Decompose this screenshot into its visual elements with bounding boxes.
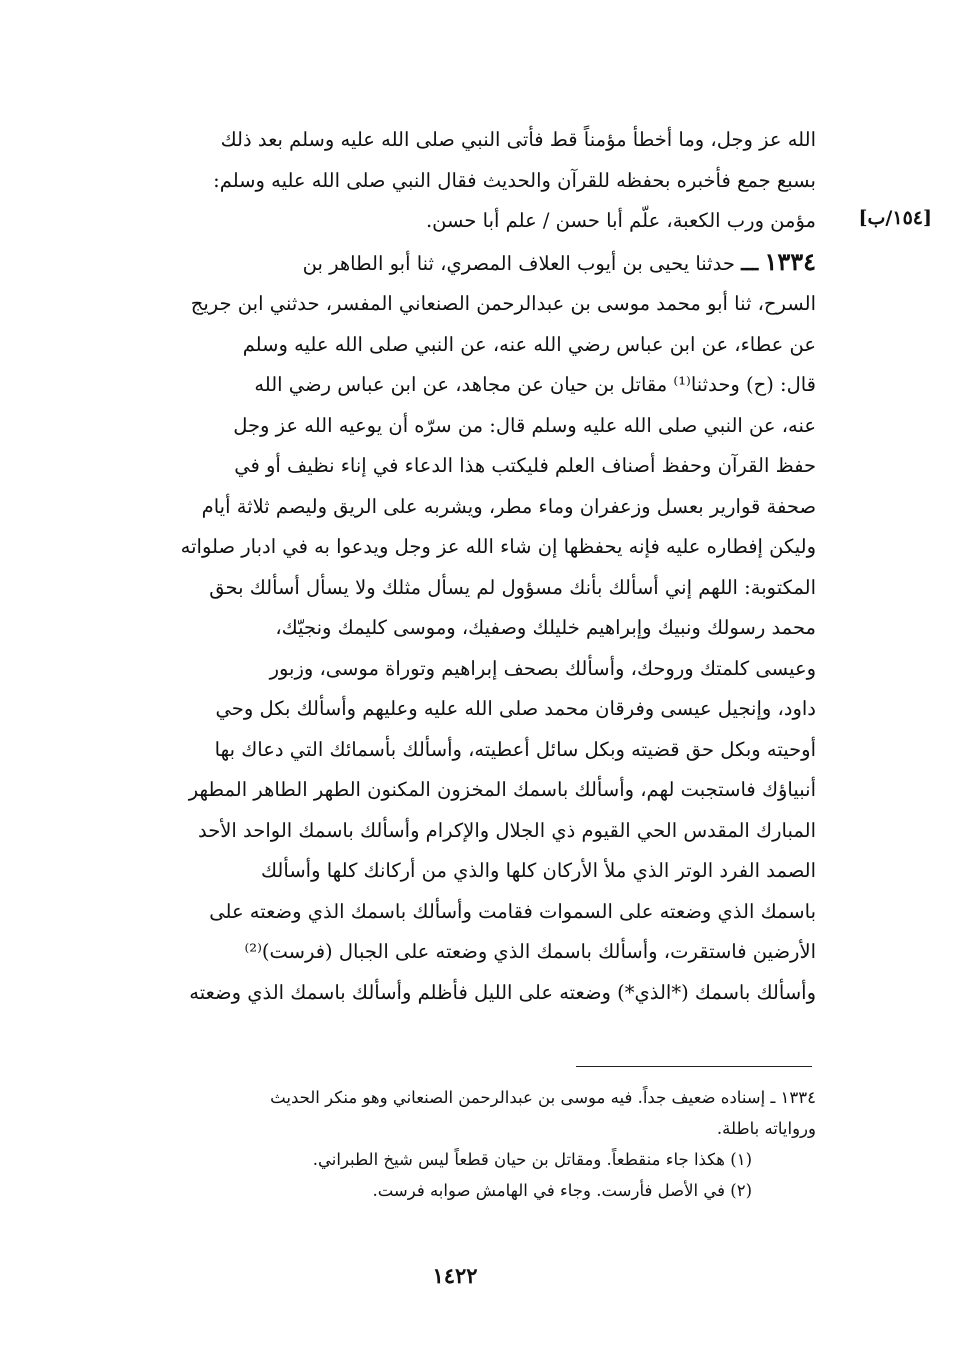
text-line: السرح، ثنا أبو محمد موسى بن عبدالرحمن الصنعاني المفسر، حدثني ابن جريج bbox=[190, 292, 816, 315]
page-number: ١٤٢٢ bbox=[432, 1263, 478, 1288]
text-line: المكتوبة: اللهم إني أسألك بأنك مسؤول لم يسأل مثلك ولا يسأل أسألك بحق bbox=[209, 575, 816, 599]
text-line: الله عز وجل، وما أخطأ مؤمناً قط فأتى النبي صلى الله عليه وسلم بعد ذلك bbox=[220, 128, 816, 151]
footnote-2: (٢) في الأصل فأرست. وجاء في الهامش صوابه فرست. bbox=[372, 1181, 752, 1200]
text-line: داود، وإنجيل عيسى وفرقان محمد صلى الله عليه وعليهم وأسألك بكل وحي bbox=[215, 697, 816, 720]
text-line: المبارك المقدس الحي القيوم ذي الجلال والإكرام وأسألك باسمك الواحد الأحد bbox=[198, 818, 816, 842]
folio-marker: [١٥٤/ب] bbox=[858, 207, 932, 229]
footnote-divider bbox=[576, 1066, 812, 1067]
text-line: الأرضين فاستقرت، وأسألك باسمك الذي وضعته على الجبال (فرست)⁽²⁾ bbox=[244, 940, 816, 963]
footnote-main-continued: ورواياته باطلة. bbox=[716, 1119, 816, 1138]
text-line: وأسألك باسمك (*الذي*) وضعته على الليل فأظلم وأسألك باسمك الذي وضعته bbox=[189, 980, 816, 1004]
text-line: أنبياؤك فاستجبت لهم، وأسألك باسمك المخزون المكنون الطهر الطاهر المطهر bbox=[188, 778, 816, 801]
text-line: محمد رسولك ونبيك وإبراهيم خليلك وصفيك، وموسى كليمك ونجيّك، bbox=[275, 616, 816, 639]
text-line: مؤمن ورب الكعبة، علّم أبا حسن / علم أبا حسن. bbox=[425, 209, 816, 232]
text-line: عنه، عن النبي صلى الله عليه وسلم قال: من سرّه أن يوعيه الله عز وجل bbox=[233, 413, 816, 437]
main-text bbox=[108, 120, 816, 1013]
text-line: بسبع جمع فأخبره بحفظه للقرآن والحديث فقال النبي صلى الله عليه وسلم: bbox=[213, 168, 816, 192]
text-line: وليكن إفطاره عليه فإنه يحفظها إن شاء الله عز وجل ويدعوا به في ادبار صلواته bbox=[180, 535, 816, 558]
hadith-number: ١٣٣٤ bbox=[764, 246, 816, 276]
text-segment: حدثنا يحيى بن أيوب العلاف المصري، ثنا أبو الطاهر بن bbox=[302, 251, 735, 275]
footnote-1: (١) هكذا جاء منقطعاً. ومقاتل بن حيان قطعاً ليس شيخ الطبراني. bbox=[312, 1150, 752, 1169]
text-line: الصمد الفرد الوتر الذي ملأ الأركان كلها والذي من أركانك كلها وأسألك bbox=[261, 859, 816, 882]
text-line: أوحيته وبكل حق قضيته وبكل سائل أعطيته، وأسألك بأسمائك التي دعاك بها bbox=[214, 737, 816, 761]
text-line: حفظ القرآن وحفظ أصناف العلم فليكتب هذا الدعاء في إناء نظيف أو في bbox=[234, 454, 816, 477]
text-line: صحفة قوارير بعسل وزعفران وماء مطر، ويشربه على الريق وليصم ثلاثة أيام bbox=[201, 494, 816, 518]
footnote-main: ١٣٣٤ ـ إسناده ضعيف جداً. فيه موسى بن عبدالرحمن الصنعاني وهو منكر الحديث bbox=[270, 1088, 816, 1107]
text-line: وعيسى كلمتك وروحك، وأسألك بصحف إبراهيم وتوراة موسى، وزبور bbox=[269, 656, 816, 680]
text-line: قال: (ح) وحدثنا⁽¹⁾ مقاتل بن حيان عن مجاهد، عن ابن عباس رضي الله bbox=[254, 373, 816, 396]
footnotes bbox=[108, 1082, 816, 1206]
hadith-dash: ـــ bbox=[741, 251, 759, 275]
text-line: باسمك الذي وضعته على السموات فقامت وأسألك باسمك الذي وضعته على bbox=[209, 899, 816, 923]
text-line: عن عطاء، عن ابن عباس رضي الله عنه، عن النبي صلى الله عليه وسلم bbox=[242, 332, 816, 356]
hadith-first-line bbox=[108, 242, 816, 285]
